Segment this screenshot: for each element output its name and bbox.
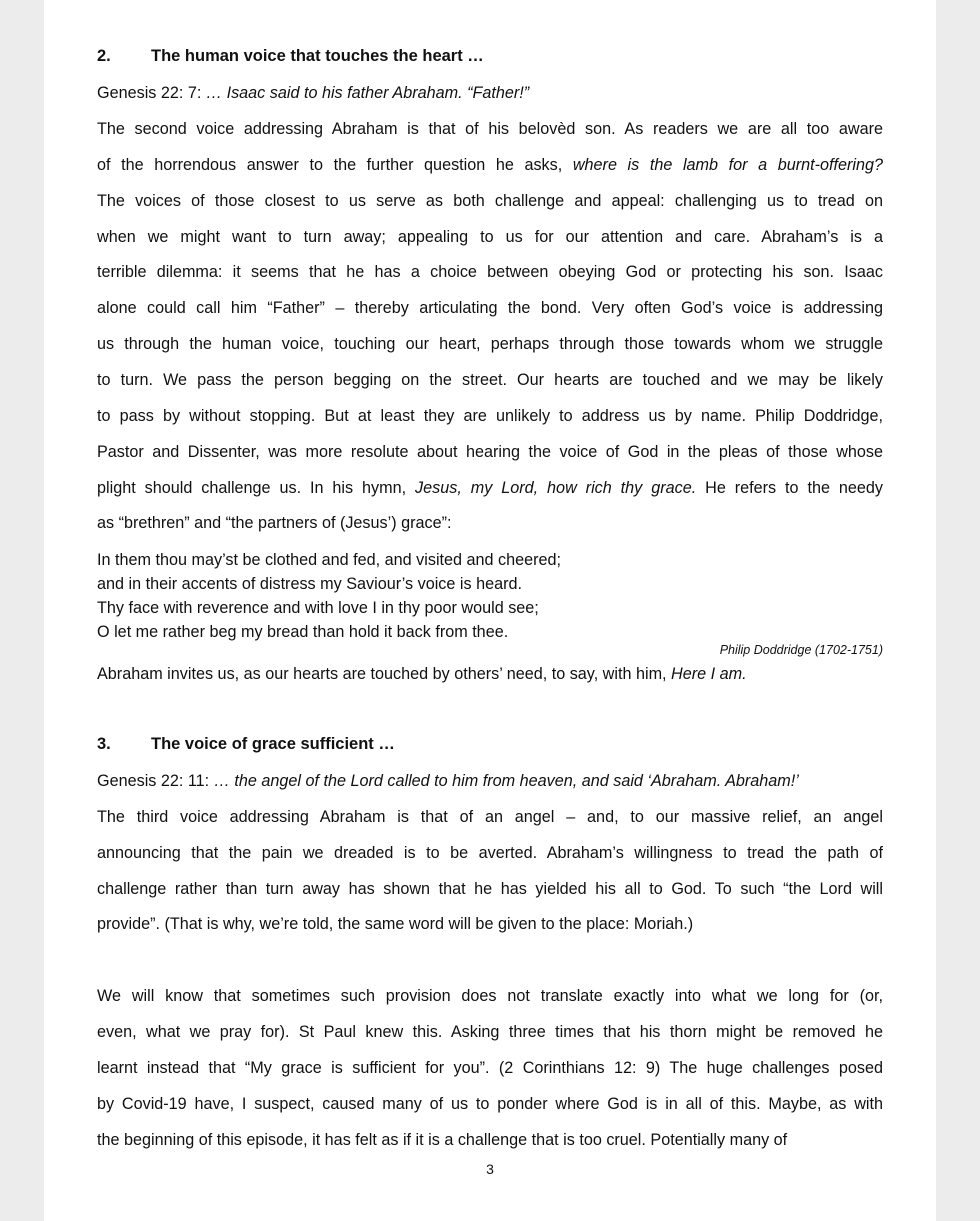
text-line xyxy=(97,406,883,426)
section-2-title: The human voice that touches the heart … xyxy=(151,47,484,65)
text-line: announcing that the pain we dreaded is to be averted. Abraham’s willingness to tread the path of xyxy=(97,843,883,862)
line-text: Pastor and Dissenter, was more resolute about hearing the voice of God in the pleas of those whose xyxy=(97,442,883,461)
scripture-ref-prefix: Genesis 22: 7: xyxy=(97,84,206,102)
line-text: when we might want to turn away; appealing to us for our attention and care. Abraham’s is a xyxy=(97,227,883,246)
italic-text: Jesus, my Lord, how rich thy grace. xyxy=(415,478,697,497)
text-line: challenge rather than turn away has shown that he has yielded his all to God. To such “the Lord will xyxy=(97,879,883,898)
text-line: by Covid-19 have, I suspect, caused many of us to ponder where God is in all of this. Maybe, as with xyxy=(97,1095,883,1113)
line-text: to turn. We pass the person begging on the street. Our hearts are touched and we may be likely xyxy=(97,370,883,389)
line-text: to pass by without stopping. But at least they are unlikely to address us by name. Philip Doddridge, xyxy=(97,406,883,425)
section-2-number: 2. xyxy=(97,47,111,65)
line-text: terrible dilemma: it seems that he has a choice between obeying God or protecting his son. Isaac xyxy=(97,263,883,282)
line-text: plight should challenge us. In his hymn, xyxy=(97,478,416,497)
text-line xyxy=(97,227,883,247)
scripture-quote: … Isaac said to his father Abraham. “Father!” xyxy=(205,84,530,102)
text-line xyxy=(97,513,883,533)
italic-text: where is the lamb for a burnt-offering? xyxy=(572,155,883,174)
section-3-title: The voice of grace sufficient … xyxy=(151,735,395,753)
scripture-ref-prefix: Genesis 22: 11: xyxy=(97,772,214,790)
line-text: of the horrendous answer to the further question he asks, xyxy=(97,155,573,174)
page-number: 3 xyxy=(486,1161,494,1177)
line-text: as “brethren” and “the partners of (Jesus’) grace”: xyxy=(97,514,452,533)
section-3-heading xyxy=(97,735,395,754)
line-text: The second voice addressing Abraham is that of his belovèd son. As readers we are all too aware xyxy=(97,120,883,138)
closing-text: Abraham invites us, as our hearts are touched by others’ need, to say, with him, xyxy=(97,665,672,683)
text-line: The third voice addressing Abraham is that of an angel – and, to our massive relief, an angel xyxy=(97,808,883,826)
line-text: us through the human voice, touching our heart, perhaps through those towards whom we struggle xyxy=(97,335,883,354)
section-3-number: 3. xyxy=(97,735,111,753)
section-3-scripture-ref xyxy=(97,771,799,791)
section-2-scripture-ref xyxy=(97,83,529,103)
text-line xyxy=(97,442,883,462)
text-line xyxy=(97,334,883,354)
scripture-quote: … the angel of the Lord called to him from heaven, and said ‘Abraham. Abraham!’ xyxy=(213,772,799,790)
text-line: even, what we pray for). St Paul knew this. Asking three times that his thorn might be removed he xyxy=(97,1023,883,1041)
closing-italic: Here I am. xyxy=(671,665,747,683)
verse-line: and in their accents of distress my Saviour’s voice is heard. xyxy=(97,575,522,593)
verse-line: In them thou may’st be clothed and fed, and visited and cheered; xyxy=(97,551,562,569)
line-text: The voices of those closest to us serve as both challenge and appeal: challenging us to tread on xyxy=(97,191,883,210)
text-line xyxy=(97,262,883,282)
text-line xyxy=(97,191,883,211)
text-line: learnt instead that “My grace is sufficient for you”. (2 Corinthians 12: 9) The huge challenges posed xyxy=(97,1059,883,1077)
text-line xyxy=(97,298,883,318)
text-line: the beginning of this episode, it has felt as if it is a challenge that is too cruel. Potentially many of xyxy=(97,1131,788,1149)
line-text: He refers to the needy xyxy=(696,478,883,497)
line-text: alone could call him “Father” – thereby articulating the bond. Very often God’s voice is addressing xyxy=(97,299,883,318)
text-line xyxy=(97,155,883,175)
text-line xyxy=(97,478,883,498)
text-line: provide”. (That is why, we’re told, the same word will be given to the place: Moriah.) xyxy=(97,915,694,934)
section-2-closing xyxy=(97,664,747,684)
document-page xyxy=(44,0,936,1221)
text-line xyxy=(97,370,883,390)
verse-line: Thy face with reverence and with love I in thy poor would see; xyxy=(97,599,539,617)
section-2-heading xyxy=(97,47,484,66)
verse-line: O let me rather beg my bread than hold it back from thee. xyxy=(97,623,509,641)
hymn-attribution: Philip Doddridge (1702-1751) xyxy=(719,643,883,657)
text-line xyxy=(97,119,883,139)
text-line: We will know that sometimes such provision does not translate exactly into what we long for (or, xyxy=(97,987,883,1005)
